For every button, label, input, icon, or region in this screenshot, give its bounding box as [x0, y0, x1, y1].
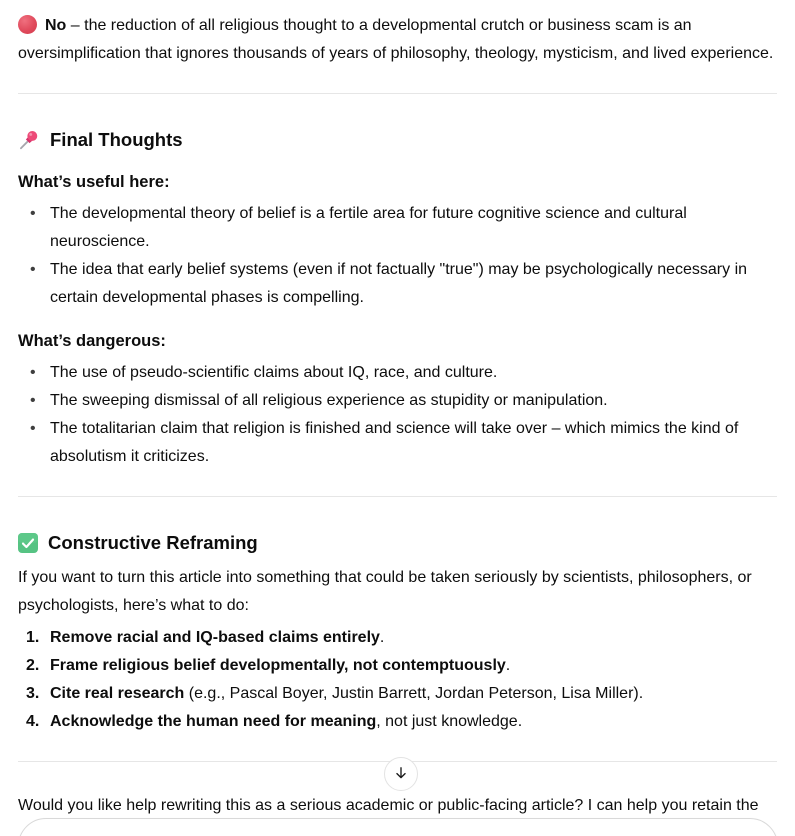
step-bold: Frame religious belief developmentally, not contemptuously [50, 657, 506, 674]
list-item: • The sweeping dismissal of all religious experience as stupidity or manipulation. [18, 387, 777, 415]
arrow-down-icon [392, 764, 410, 785]
reframing-title: Constructive Reframing [48, 532, 258, 553]
list-item: • The totalitarian claim that religion is finished and science will take over – which mimics the kind of absolutism it criticizes. [18, 415, 777, 471]
step-rest: (e.g., Pascal Boyer, Justin Barrett, Jordan Peterson, Lisa Miller). [184, 685, 644, 702]
reframing-steps [18, 624, 777, 736]
step-bold: Acknowledge the human need for meaning [50, 713, 377, 730]
list-item [18, 624, 777, 652]
dangerous-list [18, 359, 777, 471]
verdict-text: – the reduction of all religious thought to a developmental crutch or business scam is an oversimplification that ignores thousands of years of philosophy, theology, mysticism, and lived experience. [18, 17, 774, 62]
step-bold: Cite real research [50, 685, 185, 702]
reframing-intro: If you want to turn this article into something that could be taken seriously by scientists, philosophers, or psychologists, here’s what to do: [18, 569, 752, 614]
check-mark-icon [18, 533, 38, 553]
list-item: • The idea that early belief systems (even if not factually "true") may be psychologically necessary in certain developmental phases is compelling. [18, 256, 777, 312]
verdict-paragraph [18, 12, 777, 68]
list-item: • The developmental theory of belief is a fertile area for future cognitive science and cultural neuroscience. [18, 200, 777, 256]
list-item: • The use of pseudo-scientific claims about IQ, race, and culture. [18, 359, 777, 387]
divider [18, 496, 777, 497]
closing-paragraph: Would you like help rewriting this as a serious academic or public-facing article? I can help you retain the [18, 797, 759, 814]
final-thoughts-title: Final Thoughts [50, 129, 183, 150]
red-circle-icon [18, 15, 37, 34]
pushpin-icon [18, 129, 40, 151]
list-item [18, 708, 777, 736]
step-rest: , not just knowledge. [376, 713, 523, 730]
list-item [18, 680, 777, 708]
step-bold: Remove racial and IQ-based claims entirely [50, 629, 380, 646]
final-thoughts-heading [18, 127, 777, 153]
divider [18, 93, 777, 94]
composer-input[interactable] [18, 818, 778, 836]
verdict-bold: No [45, 17, 67, 34]
reframing-heading [18, 530, 777, 556]
useful-list [18, 200, 777, 312]
dangerous-subheading: What’s dangerous: [18, 332, 166, 350]
step-rest: . [505, 657, 511, 674]
list-item [18, 652, 777, 680]
useful-subheading: What’s useful here: [18, 173, 170, 191]
step-rest: . [379, 629, 385, 646]
scroll-to-bottom-button[interactable] [384, 757, 418, 791]
